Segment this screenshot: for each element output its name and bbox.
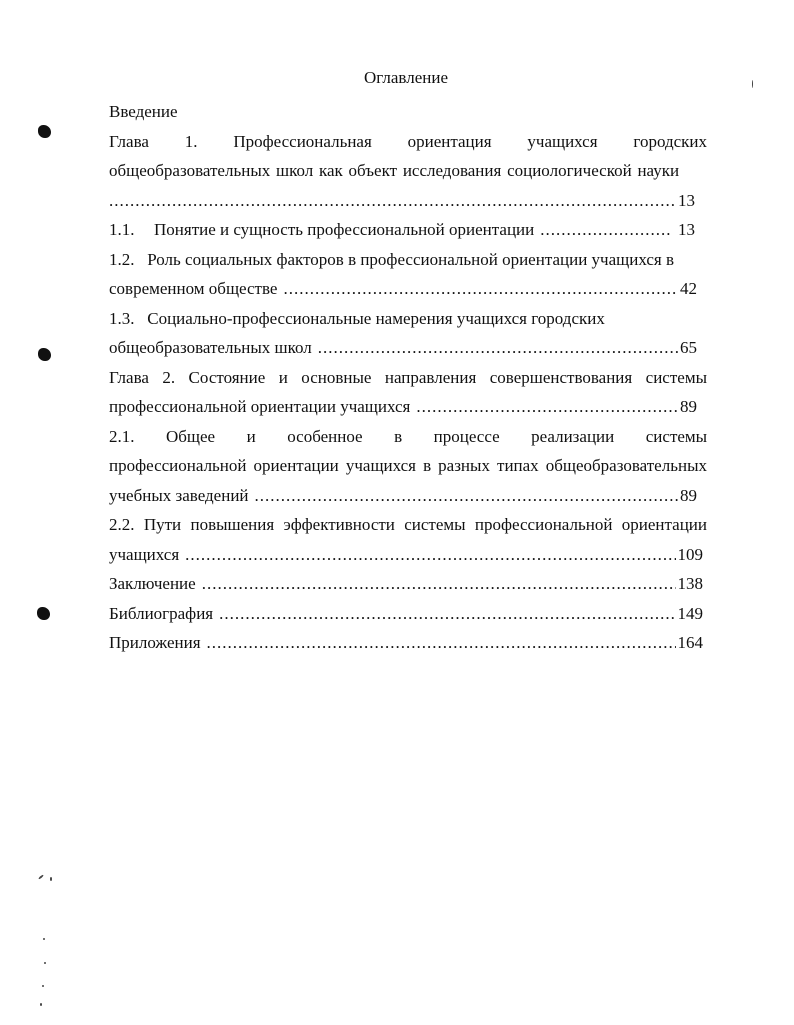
page-title: Оглавление	[364, 68, 448, 87]
toc-entry-appendices: Приложения ..... 164	[109, 628, 707, 658]
toc-entry-chapter-1-line-2: общеобразовательных школ как объект исследования социологической науки	[109, 161, 680, 180]
page-number: 42	[680, 279, 697, 298]
scan-speck	[43, 938, 45, 940]
dot-leader	[109, 186, 676, 216]
dot-leader	[202, 569, 676, 599]
scan-speck	[44, 962, 46, 964]
scan-speck	[38, 874, 44, 879]
scan-speck	[50, 877, 52, 881]
toc-entry-section-1-3-line-2: общеобразовательных школ ..... 65	[109, 333, 707, 363]
toc-entry-chapter-2-line-2: профессиональной ориентации учащихся ..... 89	[109, 392, 707, 422]
dot-leader	[540, 215, 672, 245]
dot-leader	[207, 628, 676, 658]
toc-entry-section-1-2-line-1: 1.2. Роль социальных факторов в профессиональной ориентации учащихся в	[109, 249, 674, 269]
page-number: 138	[677, 574, 703, 593]
toc-entry-chapter-1-leader	[109, 186, 707, 216]
scan-speck	[40, 1003, 42, 1006]
dot-leader	[255, 481, 678, 511]
toc-entry-conclusion: Заключение ..... 138	[109, 569, 707, 599]
toc-entry-section-1-3-line-1: 1.3. Социально-профессиональные намерения учащихся городских	[109, 308, 605, 328]
dot-leader	[219, 599, 675, 629]
binding-hole-mark	[38, 348, 51, 361]
toc-entry-section-2-2-line-1: 2.2. Пути повышения эффективности системы профессиональной ориентации	[109, 515, 707, 534]
table-of-contents	[109, 97, 707, 658]
scan-speck	[42, 985, 44, 987]
page-number: 65	[680, 338, 697, 357]
dot-leader	[283, 274, 678, 304]
dot-leader	[318, 333, 678, 363]
page-number: 13	[678, 190, 695, 210]
page-number: 164	[677, 633, 703, 652]
page-number: 13	[678, 220, 695, 239]
toc-entry-chapter-2-line-1: Глава 2. Состояние и основные направления совершенствования системы	[109, 367, 707, 387]
dot-leader	[416, 392, 678, 422]
page-number: 149	[677, 603, 703, 623]
toc-entry-section-1-1	[109, 215, 707, 245]
section-title: Понятие и сущность профессиональной ориентации	[154, 220, 535, 239]
toc-entry-section-2-1-line-2: профессиональной ориентации учащихся в разных типах общеобразовательных	[109, 456, 707, 475]
toc-entry-section-2-2-line-2: учащихся ..... 109	[109, 540, 707, 570]
toc-entry-bibliography: Библиография ..... 149	[109, 599, 707, 629]
toc-entry-intro: Введение	[109, 102, 178, 121]
page-number: 109	[677, 544, 703, 564]
binding-hole-mark	[37, 607, 50, 620]
page-number: 89	[680, 397, 697, 416]
toc-entry-section-2-1-line-1: 2.1. Общее и особенное в процессе реализации системы	[109, 426, 707, 446]
binding-hole-mark	[38, 125, 51, 138]
toc-entry-chapter-1-line-1: Глава 1. Профессиональная ориентация учащихся городских	[109, 131, 707, 151]
toc-entry-section-2-1-line-3: учебных заведений ..... 89	[109, 481, 707, 511]
page-number: 89	[680, 485, 697, 505]
section-number: 1.1.	[109, 220, 135, 239]
dot-leader	[185, 540, 675, 570]
toc-entry-section-1-2-line-2: современном обществе ..... 42	[109, 274, 707, 304]
